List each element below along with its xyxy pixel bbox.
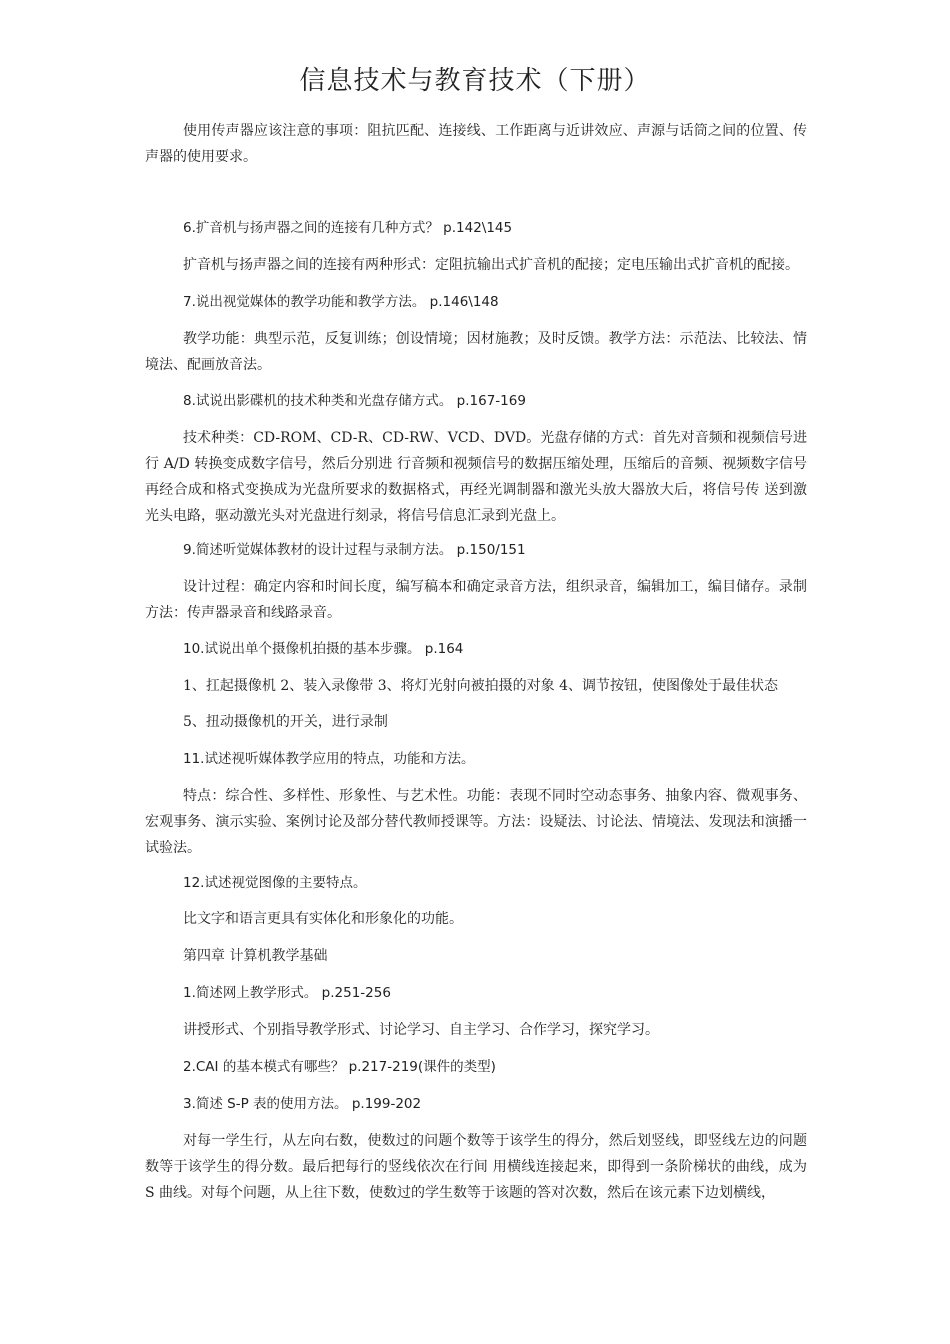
question-heading: 10.试说出单个摄像机拍摄的基本步骤。 p.164 [183, 641, 464, 657]
paragraph: 讲授形式、个别指导教学形式、讨论学习、自主学习、合作学习，探究学习。 [183, 1022, 659, 1038]
question-heading: 11.试述视听媒体教学应用的特点，功能和方法。 [183, 751, 475, 767]
question-heading: 12.试述视觉图像的主要特点。 [183, 875, 367, 891]
page-title: 信息技术与教育技术（下册） [299, 66, 651, 96]
paragraph: 技术种类：CD-ROM、CD-R、CD-RW、VCD、DVD。光盘存储的方式：首先对音频和视频信号进行 A/D 转换变成数字信号，然后分别进 行音频和视频信号的数据压缩处理，压缩后的音频、视频数字信号再经合成和格式变换成为光盘所要求的数据格式，再经光调制器和激光头放大器放大后，将信号传 送到激光头电路，驱动激光头对光盘进行刻录，将信号信息汇录到光盘上。 [145, 430, 807, 524]
paragraph: 5、扭动摄像机的开关，进行录制 [183, 714, 388, 730]
question-heading: 6.扩音机与扬声器之间的连接有几种方式？ p.142\145 [183, 220, 513, 236]
question-heading: 2.CAI 的基本模式有哪些？ p.217-219(课件的类型) [183, 1059, 496, 1075]
paragraph: 1、扛起摄像机 2、装入录像带 3、将灯光射向被拍摄的对象 4、调节按钮，使图像处于最佳状态 [183, 678, 778, 694]
question-heading: 8.试说出影碟机的技术种类和光盘存储方式。 p.167-169 [183, 393, 526, 409]
question-heading: 9.简述听觉媒体教材的设计过程与录制方法。 p.150/151 [183, 542, 526, 558]
question-heading: 7.说出视觉媒体的教学功能和教学方法。 p.146\148 [183, 294, 499, 310]
question-heading: 3.简述 S-P 表的使用方法。 p.199-202 [183, 1096, 422, 1112]
paragraph: 教学功能：典型示范，反复训练；创设情境；因材施教；及时反馈。教学方法：示范法、比较法、情境法、配画放音法。 [145, 331, 807, 373]
paragraph: 设计过程：确定内容和时间长度，编写稿本和确定录音方法，组织录音，编辑加工，编目储存。录制方法：传声器录音和线路录音。 [145, 579, 807, 621]
paragraph: 特点：综合性、多样性、形象性、与艺术性。功能：表现不同时空动态事务、抽象内容、微观事务、宏观事务、演示实验、案例讨论及部分替代教师授课等。方法：设疑法、讨论法、情境法、发现法和演播一试验法。 [145, 788, 807, 856]
paragraph: 比文字和语言更具有实体化和形象化的功能。 [183, 911, 463, 927]
question-heading: 1.简述网上教学形式。 p.251-256 [183, 985, 391, 1001]
paragraph: 使用传声器应该注意的事项：阻抗匹配、连接线、工作距离与近讲效应、声源与话筒之间的位置、传声器的使用要求。 [145, 123, 807, 165]
chapter-heading: 第四章 计算机教学基础 [183, 948, 328, 964]
paragraph: 扩音机与扬声器之间的连接有两种形式：定阻抗输出式扩音机的配接；定电压输出式扩音机的配接。 [183, 257, 799, 273]
paragraph: 对每一学生行，从左向右数，使数过的问题个数等于该学生的得分，然后划竖线，即竖线左边的问题数等于该学生的得分数。最后把每行的竖线依次在行间 用横线连接起来，即得到一条阶梯状的曲线，成为 S 曲线。对每个问题，从上往下数，使数过的学生数等于该题的答对次数，然后在该元素下边划横线， [145, 1133, 807, 1201]
